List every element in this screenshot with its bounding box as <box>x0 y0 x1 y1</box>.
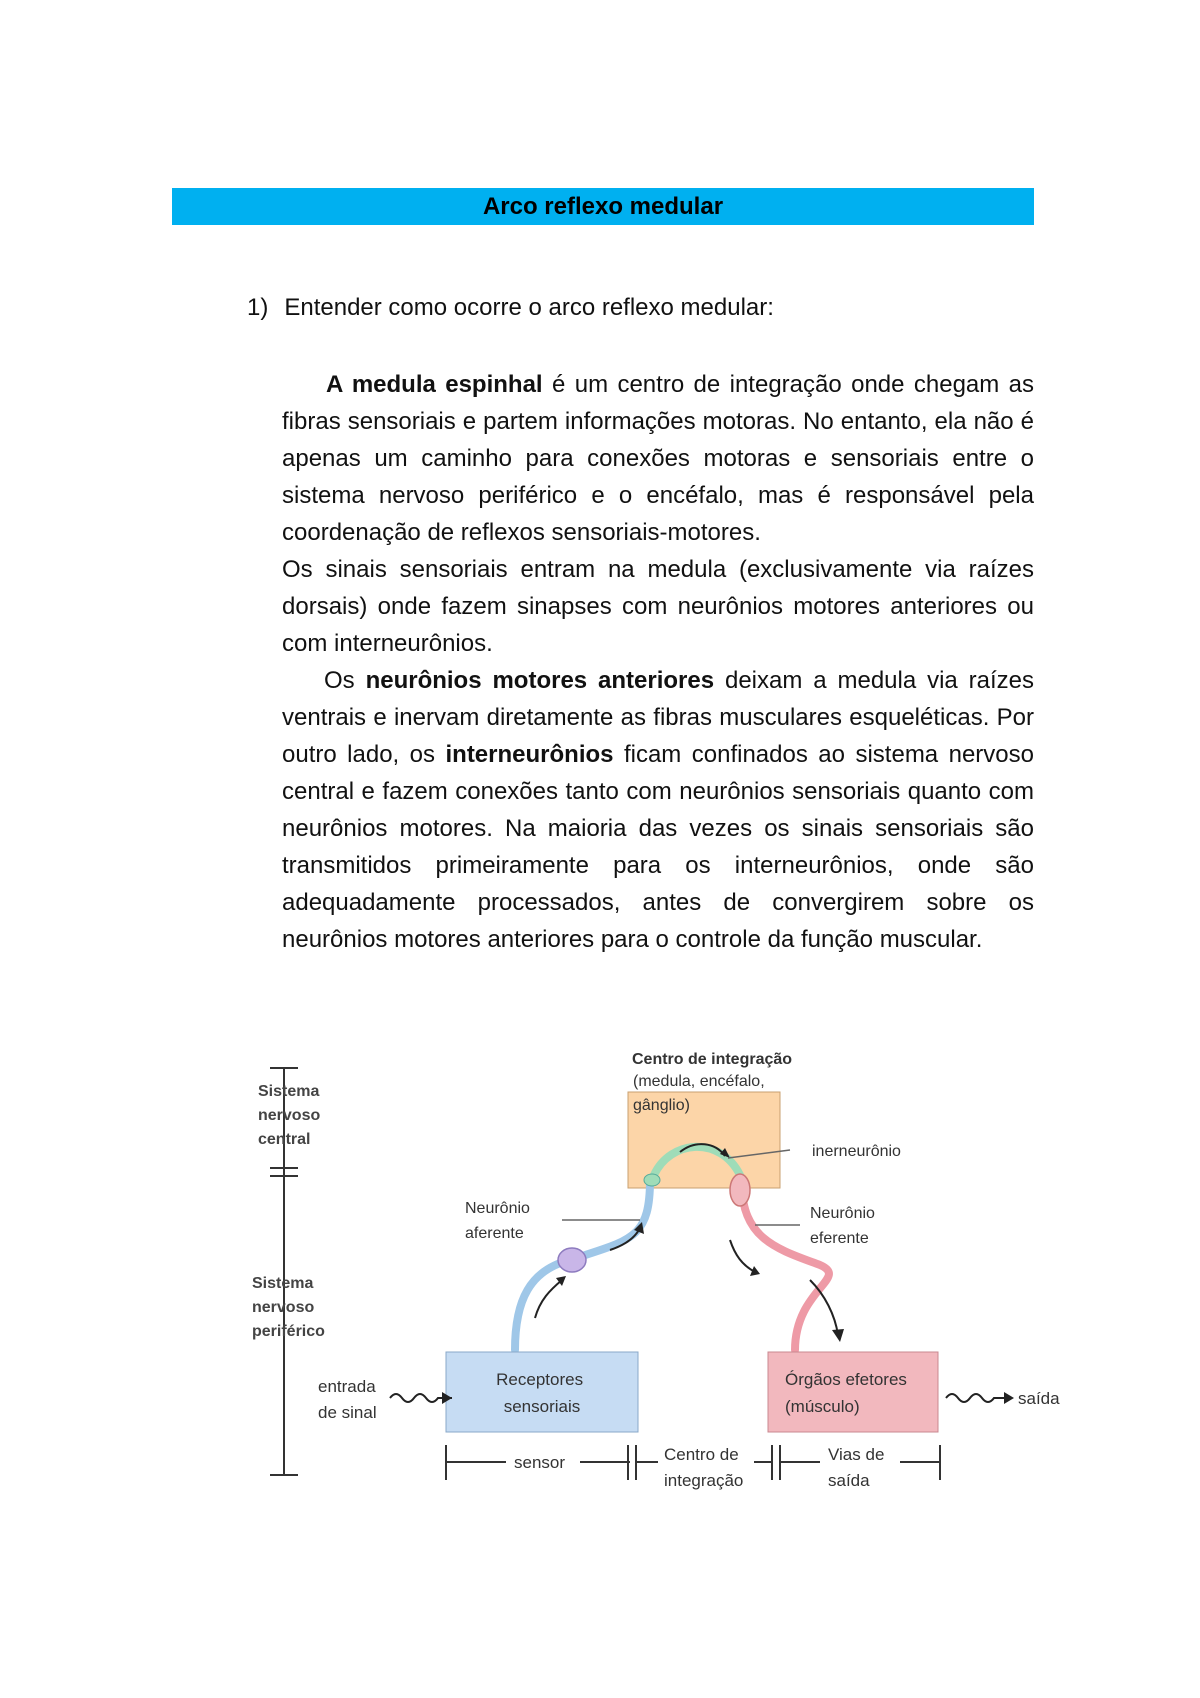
p3-e: ficam confinados ao sistema nervoso central e fazem conexões tanto com neurônios sensoriais quanto com neurônios motores. Na maioria das vezes os sinais sensoriais são transmitidos primeiramente para os interneurônios, onde são adequadamente processados, antes de convergirem sobre os neurônios motores anteriores para o controle da função muscular. <box>282 741 1034 953</box>
body-text <box>282 366 1034 958</box>
afferent-soma <box>558 1248 586 1272</box>
bold-interneurons: interneurônios <box>445 741 614 768</box>
paragraph-2: Os sinais sensoriais entram na medula (exclusivamente via raízes dorsais) onde fazem sinapses com neurônios motores anteriores ou com interneurônios. <box>282 556 1034 657</box>
effectors-box <box>768 1352 938 1432</box>
output-path-label: Vias de saída <box>828 1445 885 1490</box>
afferent-arrow-1 <box>535 1280 562 1318</box>
receptors-box <box>446 1352 638 1432</box>
center-title: Centro de integração <box>632 1051 793 1068</box>
p3-a: Os <box>324 667 366 694</box>
snc-label: Sistema nervoso central <box>258 1083 321 1148</box>
effectors-label: Órgãos efetores (músculo) <box>785 1370 907 1416</box>
center-sub: (medula, encéfalo, gânglio) <box>633 1073 765 1114</box>
output-wave <box>946 1394 1004 1402</box>
question <box>247 294 774 322</box>
efferent-arrowhead-2 <box>832 1329 844 1342</box>
system-scale <box>270 1068 298 1475</box>
input-label: entrada de sinal <box>318 1377 377 1422</box>
p1-text: é um centro de integração onde chegam as fibras sensoriais e partem informações motoras. No entanto, ela não é apenas um caminho para conexões motoras e sensoriais entre o sistema nervoso periférico e o encéfalo, mas é responsável pela coordenação de reflexos sensoriais-motores. <box>282 371 1034 546</box>
p3-c: deixam a medula via raízes ventrais e inervam diretamente as fibras musculares esqueléticas. Por outro lado, os <box>282 667 1035 768</box>
output-label: saída <box>1018 1389 1060 1408</box>
efferent-soma <box>730 1174 750 1206</box>
efferent-arrow-1 <box>730 1240 755 1272</box>
bold-motor-neurons: neurônios motores anteriores <box>365 667 715 694</box>
center-bottom-label: Centro de integração <box>664 1445 744 1490</box>
paragraph-1 <box>282 366 1034 551</box>
output-arrowhead <box>1004 1392 1014 1404</box>
question-text: Entender como ocorre o arco reflexo medular: <box>284 294 774 321</box>
snp-label: Sistema nervoso periférico <box>252 1275 325 1340</box>
receptors-label: Receptores sensoriais <box>496 1370 584 1416</box>
question-number: 1) <box>247 294 269 321</box>
afferent-terminal <box>644 1174 660 1186</box>
interneuron-label: inerneurônio <box>812 1143 901 1160</box>
reflex-arc-diagram <box>250 1040 1070 1520</box>
bold-medula: A medula espinhal <box>326 371 543 398</box>
sensor-label: sensor <box>514 1453 566 1472</box>
page-title: Arco reflexo medular <box>172 188 1034 225</box>
efferent-label: Neurônio eferente <box>810 1205 875 1247</box>
afferent-label: Neurônio aferente <box>465 1200 530 1242</box>
paragraph-3 <box>282 662 1034 958</box>
